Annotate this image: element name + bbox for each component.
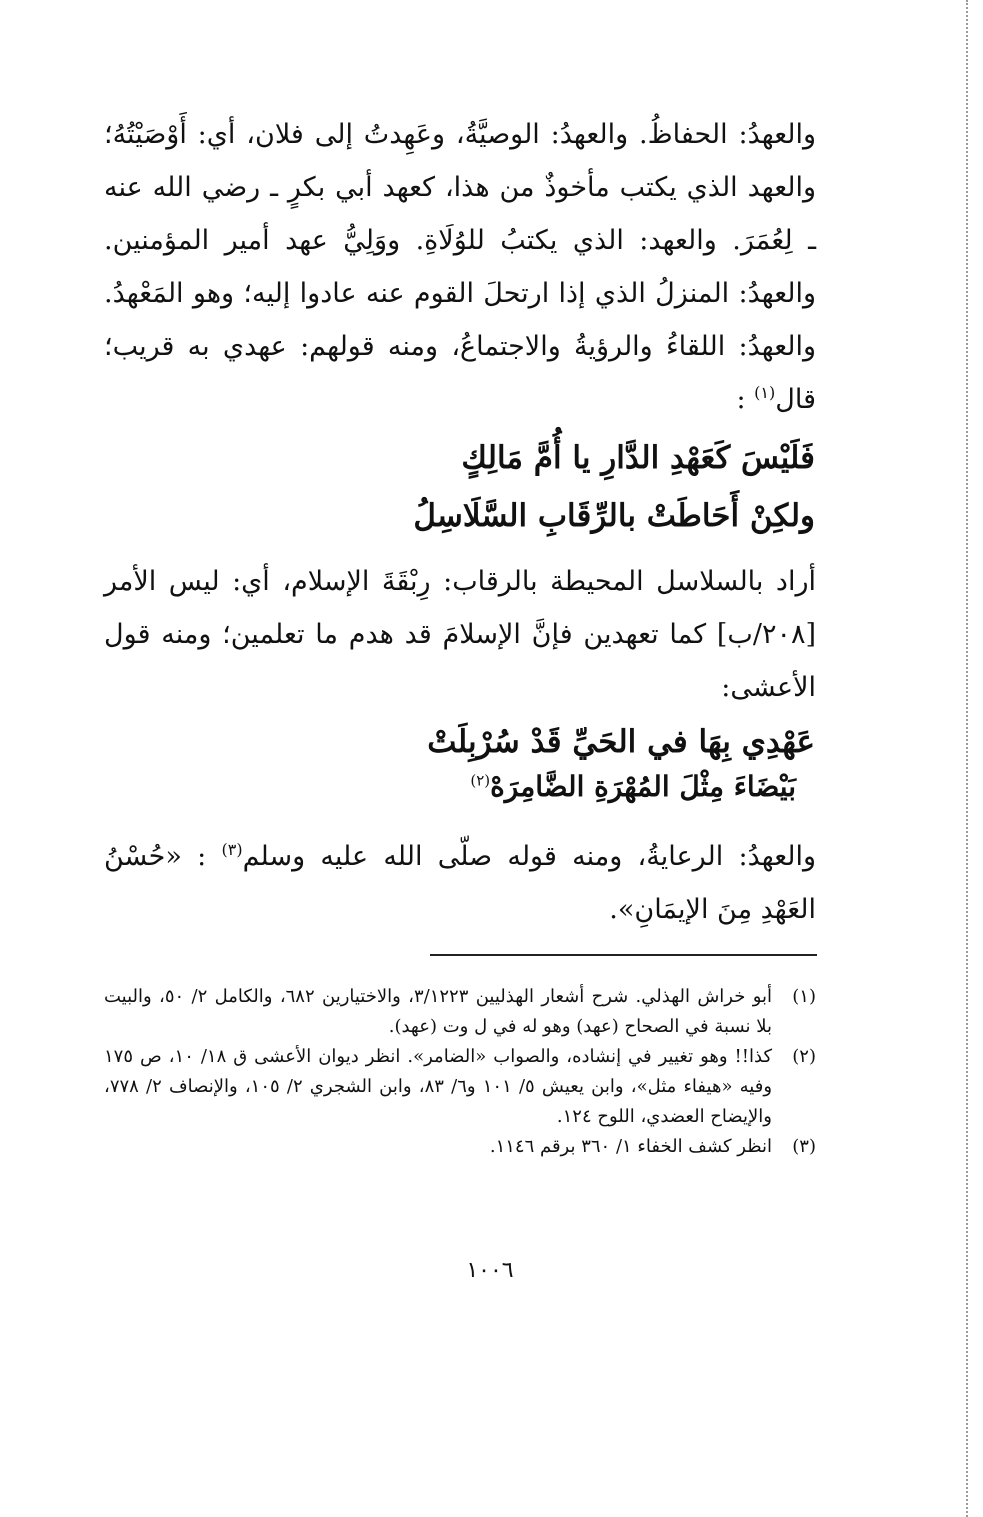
paragraph-end: : — [736, 384, 755, 415]
footnote-text: أبو خراش الهذلي. شرح أشعار الهذليين ٣/١٢٢٣، والاختيارين ٦٨٢، والكامل ٢/ ٥٠، والبيت بلا نسبة في الصحاح (عهد) وهو له في ل وت (عهد). — [104, 986, 772, 1037]
verse-line-4 — [470, 770, 796, 803]
footnote-separator — [430, 954, 817, 956]
footnote-number: (٢) — [792, 1046, 816, 1067]
paragraph-text: : «حُسْنُ العَهْدِ مِنَ الإيمَانِ». — [104, 841, 816, 925]
footnote-ref-3[interactable]: (٣) — [221, 840, 243, 859]
paragraph-text: والعهدُ: الحفاظُ. والعهدُ: الوصيَّةُ، وعَهِدتُ إلى فلان، أي: أَوْصَيْتُهُ؛ والعهد الذي يكتب مأخوذٌ من هذا، كعهد أبي بكرٍ ـ رضي الله عنه ـ لِعُمَرَ. والعهد: الذي يكتبُ للوُلَاةِ. ووَلِيُّ عهد أمير المؤمنين. والعهدُ: المنزلُ الذي إذا ارتحلَ القوم عنه عادوا إليه؛ وهو المَعْهدُ. والعهدُ: اللقاءُ والرؤيةُ والاجتماعُ، ومنه قولهم: عهدي به قريب؛ قال — [104, 119, 816, 415]
verse-line-1: فَلَيْسَ كَعَهْدِ الدَّارِ يا أُمَّ مَالِكٍ — [461, 440, 815, 476]
footnotes — [104, 982, 816, 1162]
verse-line-3: عَهْدِي بِهَا في الحَيِّ قَدْ سُرْبِلَتْ — [427, 724, 815, 760]
body-paragraph-2: أراد بالسلاسل المحيطة بالرقاب: رِبْقَةَ الإسلام، أي: ليس الأمر [٢٠٨/ب] كما تعهدين فإنَّ الإسلامَ قد هدم ما تعلمين؛ ومنه قول الأعشى: — [104, 566, 816, 703]
footnote-number: (٣) — [792, 1136, 816, 1157]
footnote-1 — [104, 982, 816, 1042]
paragraph-text: والعهدُ: الرعايةُ، ومنه قوله صلّى الله عليه وسلم — [242, 841, 816, 872]
verse-text: بَيْضَاءَ مِثْلَ المُهْرَةِ الضَّامِرَهْ — [490, 770, 796, 803]
footnote-2 — [104, 1042, 816, 1132]
footnote-number: (١) — [792, 986, 816, 1007]
footnote-ref-2[interactable]: (٢) — [470, 771, 491, 790]
footnote-ref-1[interactable]: (١) — [754, 383, 776, 402]
body-paragraph-1 — [104, 108, 816, 426]
footnote-text: كذا!! وهو تغيير في إنشاده، والصواب «الضامر». انظر ديوان الأعشى ق ١٨/ ١٠، ص ١٧٥ وفيه «هيفاء مثل»، وابن يعيش ٥/ ١٠١ و٦/ ٨٣، وابن الشجري ٢/ ١٠٥، والإنصاف ٢/ ٧٧٨، والإيضاح العضدي، اللوح ١٢٤. — [104, 1046, 773, 1127]
footnote-text: انظر كشف الخفاء ١/ ٣٦٠ برقم ١١٤٦. — [489, 1136, 772, 1157]
page-number: ١٠٠٦ — [466, 1258, 514, 1283]
verse-line-2: ولكِنْ أَحَاطَتْ بالرِّقَابِ السَّلَاسِلُ — [413, 498, 815, 534]
body-paragraph-3 — [104, 830, 816, 936]
page-edge-line — [966, 0, 968, 1517]
footnote-3 — [104, 1132, 816, 1162]
